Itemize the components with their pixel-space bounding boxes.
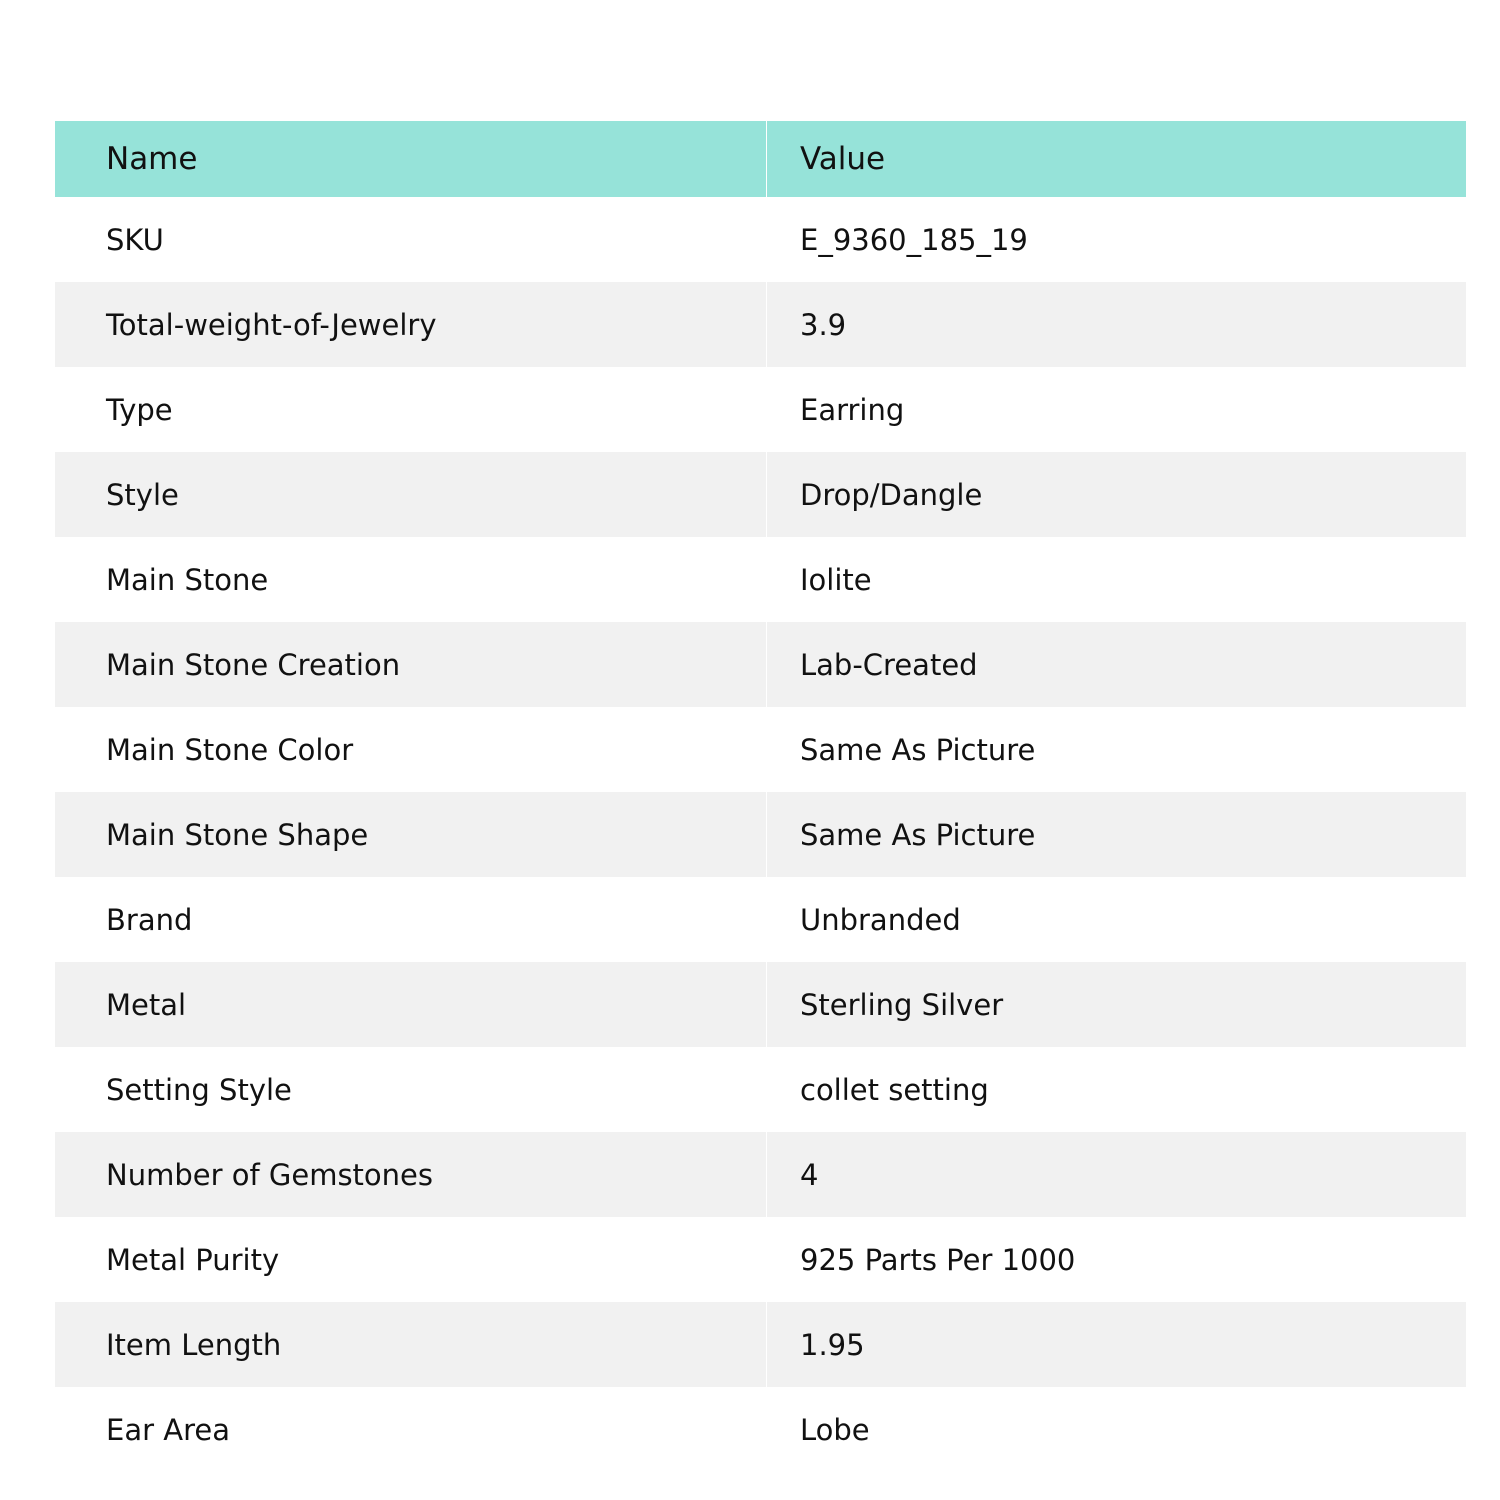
table-row <box>55 197 1466 282</box>
row-value-cell: Unbranded <box>767 877 1466 962</box>
row-value-cell: Drop/Dangle <box>767 452 1466 537</box>
table-row <box>55 537 1466 622</box>
row-value-cell: Same As Picture <box>767 792 1466 877</box>
row-value-cell: Lobe <box>767 1387 1466 1472</box>
table-row <box>55 707 1466 792</box>
row-name-cell: SKU <box>55 197 766 282</box>
row-name-cell: Main Stone Creation <box>55 622 766 707</box>
row-name-cell: Brand <box>55 877 766 962</box>
table-row <box>55 367 1466 452</box>
row-value-cell: 925 Parts Per 1000 <box>767 1217 1466 1302</box>
row-name-cell: Setting Style <box>55 1047 766 1132</box>
table-row <box>55 1387 1466 1472</box>
table-row <box>55 877 1466 962</box>
row-name-cell: Item Length <box>55 1302 766 1387</box>
table-row <box>55 452 1466 537</box>
table-row <box>55 1132 1466 1217</box>
row-value-cell: Earring <box>767 367 1466 452</box>
row-name-cell: Metal <box>55 962 766 1047</box>
row-name-cell: Number of Gemstones <box>55 1132 766 1217</box>
row-value-cell: 3.9 <box>767 282 1466 367</box>
row-value-cell: Same As Picture <box>767 707 1466 792</box>
row-name-cell: Type <box>55 367 766 452</box>
table-row <box>55 622 1466 707</box>
row-value-cell: E_9360_185_19 <box>767 197 1466 282</box>
row-value-cell: Sterling Silver <box>767 962 1466 1047</box>
row-name-cell: Main Stone <box>55 537 766 622</box>
table-header-row <box>55 121 1466 197</box>
row-value-cell: 1.95 <box>767 1302 1466 1387</box>
row-name-cell: Total-weight-of-Jewelry <box>55 282 766 367</box>
row-value-cell: Iolite <box>767 537 1466 622</box>
table-row <box>55 282 1466 367</box>
row-name-cell: Main Stone Color <box>55 707 766 792</box>
row-name-cell: Style <box>55 452 766 537</box>
table-row <box>55 1047 1466 1132</box>
column-header-value: Value <box>767 121 1466 197</box>
row-value-cell: collet setting <box>767 1047 1466 1132</box>
table-row <box>55 1302 1466 1387</box>
table-row <box>55 1217 1466 1302</box>
spec-table <box>55 121 1466 1472</box>
row-value-cell: Lab-Created <box>767 622 1466 707</box>
row-name-cell: Main Stone Shape <box>55 792 766 877</box>
table-row <box>55 792 1466 877</box>
table-row <box>55 962 1466 1047</box>
row-value-cell: 4 <box>767 1132 1466 1217</box>
column-header-name: Name <box>55 121 766 197</box>
row-name-cell: Metal Purity <box>55 1217 766 1302</box>
row-name-cell: Ear Area <box>55 1387 766 1472</box>
